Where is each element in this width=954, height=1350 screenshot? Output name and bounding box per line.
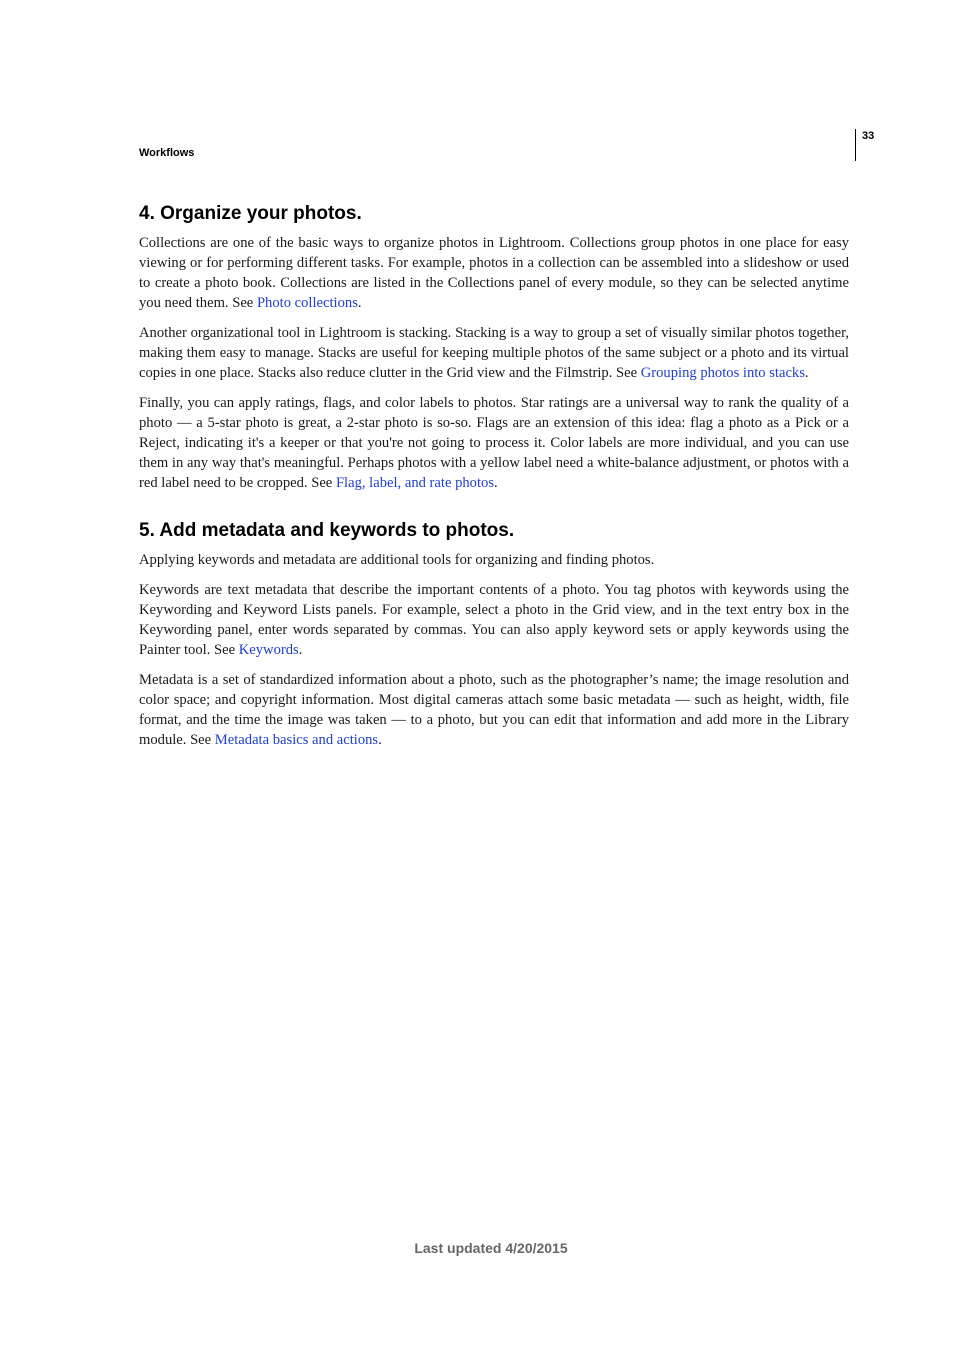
paragraph: Metadata is a set of standardized information about a photo, such as the photographer’s name; the image resolution and color space; and copyright information. Most digital cameras attach some basic metadata — such as height, width, file format, and the time the image was taken — to a photo, but you can edit that information and add more in the Library module. See Metadata basics and actions. [139, 672, 849, 748]
link-photo-collections[interactable]: Photo collections [256, 295, 358, 311]
paragraph: Applying keywords and metadata are additional tools for organizing and finding photos. [139, 552, 655, 568]
link-metadata-basics-and-actions[interactable]: Metadata basics and actions [214, 732, 379, 748]
paragraph: Finally, you can apply ratings, flags, and color labels to photos. Star ratings are a universal way to rank the quality of a photo — a 5-star photo is great, a 2-star photo is so-so. Flags are an extension of this idea: flag a photo as a Pick or a Reject, indicating it's a keeper or that you're not going to process it. Color labels are more individual, and you can use them in any way that's meaningful. Perhaps photos with a yellow label need a white-balance adjustment, or photos with a red label need to be cropped. See Flag, label, and rate photos. [139, 395, 849, 491]
footer-last-updated: Last updated 4/20/2015 [414, 1240, 568, 1256]
page-content [139, 200, 849, 760]
paragraph: Keywords are text metadata that describe the important contents of a photo. You tag photos with keywords using the Keywording and Keyword Lists panels. For example, select a photo in the Grid view, and in the text entry box in the Keywording panel, enter words separated by commas. You can also apply keyword sets or apply keywords using the Painter tool. See Keywords. [139, 582, 849, 658]
section-organize-photos [139, 200, 849, 493]
section-heading: 5. Add metadata and keywords to photos. [139, 520, 515, 541]
page-number: 33 [855, 129, 874, 161]
running-header: Workflows [139, 147, 195, 159]
link-keywords[interactable]: Keywords [238, 642, 299, 658]
paragraph: Collections are one of the basic ways to organize photos in Lightroom. Collections group photos in one place for easy viewing or for performing different tasks. For example, photos in a collection can be assembled into a slideshow or used to create a photo book. Collections are listed in the Collections panel of every module, so they can be selected anytime you need them. See Photo collections. [139, 235, 849, 311]
section-add-metadata-keywords [139, 517, 849, 750]
link-flag-label-rate-photos[interactable]: Flag, label, and rate photos [335, 475, 494, 491]
paragraph: Another organizational tool in Lightroom is stacking. Stacking is a way to group a set of visually similar photos together, making them easy to manage. Stacks are useful for keeping multiple photos of the same subject or a photo and its virtual copies in one place. Stacks also reduce clutter in the Grid view and the Filmstrip. See Grouping photos into stacks. [139, 325, 849, 381]
section-heading: 4. Organize your photos. [139, 203, 362, 224]
link-grouping-photos-into-stacks[interactable]: Grouping photos into stacks [640, 365, 805, 381]
